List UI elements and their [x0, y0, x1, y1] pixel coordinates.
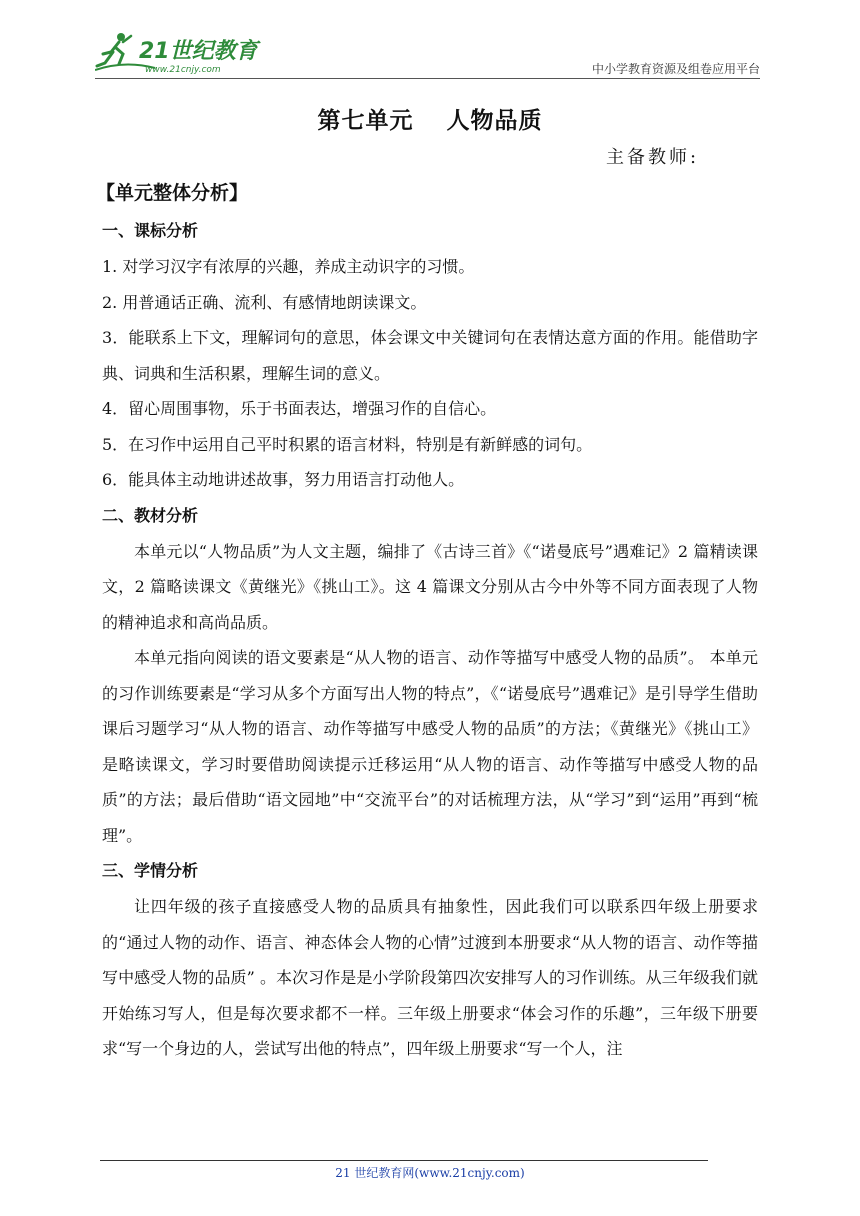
logo — [95, 30, 265, 76]
list-item: 5．在习作中运用自己平时积累的语言材料，特别是有新鲜感的词句。 — [102, 434, 593, 454]
section-heading: 【单元整体分析】 — [96, 182, 249, 204]
svg-text:21世纪教育: 21世纪教育 — [139, 39, 258, 64]
list-item: 6．能具体主动地讲述故事，努力用语言打动他人。 — [102, 470, 465, 489]
teacher-label: 主备教师: — [606, 147, 700, 168]
heading-textbook: 二、教材分析 — [102, 505, 199, 525]
page-title: 第七单元 人物品质 — [317, 107, 543, 134]
list-item: 2. 用普通话正确、流利、有感情地朗读课文。 — [102, 292, 427, 312]
paragraph: 让四年级的孩子直接感受人物的品质具有抽象性，因此我们可以联系四年级上册要求的“通过人物的动作、语言、神态体会人物的心情”过渡到本册要求“从人物的语言、动作等描写中感受人物的品质” 。本次习作是是小学阶段第四次安排写人的习作训练。从三年级我们就开始练习写人，但是每次要求都不一样。三年级上册要求“体会习作的乐趣”，三年级下册要求“写一个身边的人，尝试写出他的特点”，四年级上册要求“写一个人，注 — [102, 897, 758, 1058]
list-item: 4．留心周围事物，乐于书面表达，增强习作的自信心。 — [102, 399, 497, 418]
header-divider — [95, 78, 760, 79]
paragraph: 本单元指向阅读的语文要素是“从人物的语言、动作等描写中感受人物的品质”。 本单元的习作训练要素是“学习从多个方面写出人物的特点”，《“诺曼底号”遇难记》是引导学生借助课后习题学习“从人物的语言、动作等描写中感受人物的品质”的方法；《黄继光》《挑山工》是略读课文，学习时要借助阅读提示迁移运用“从人物的语言、动作等描写中感受人物的品质”的方法；最后借助“语文园地”中“交流平台”的对话梳理方法，从“学习”到“运用”再到“梳理”。 — [102, 648, 758, 845]
heading-curriculum: 一、课标分析 — [102, 221, 199, 240]
list-item: 1. 对学习汉字有浓厚的兴趣，养成主动识字的习惯。 — [102, 257, 475, 276]
svg-text:www.21cnjy.com: www.21cnjy.com — [145, 65, 221, 75]
heading-students: 三、学情分析 — [102, 861, 199, 880]
footer-link[interactable]: 21 世纪教育网(www.21cnjy.com) — [335, 1166, 525, 1180]
list-item: 3．能联系上下文，理解词句的意思，体会课文中关键词句在表情达意方面的作用。能借助字典、词典和生活积累，理解生词的意义。 — [102, 328, 758, 383]
document-body — [96, 175, 758, 1067]
page-header — [95, 30, 760, 80]
platform-label: 中小学教育资源及组卷应用平台 — [591, 62, 760, 76]
footer-divider — [100, 1160, 708, 1161]
paragraph: 本单元以“人物品质”为人文主题，编排了《古诗三首》《“诺曼底号”遇难记》2 篇精读课文，2 篇略读课文《黄继光》《挑山工》。这 4 篇课文分别从古今中外等不同方面表现了人物的精神追求和高尚品质。 — [102, 541, 758, 632]
